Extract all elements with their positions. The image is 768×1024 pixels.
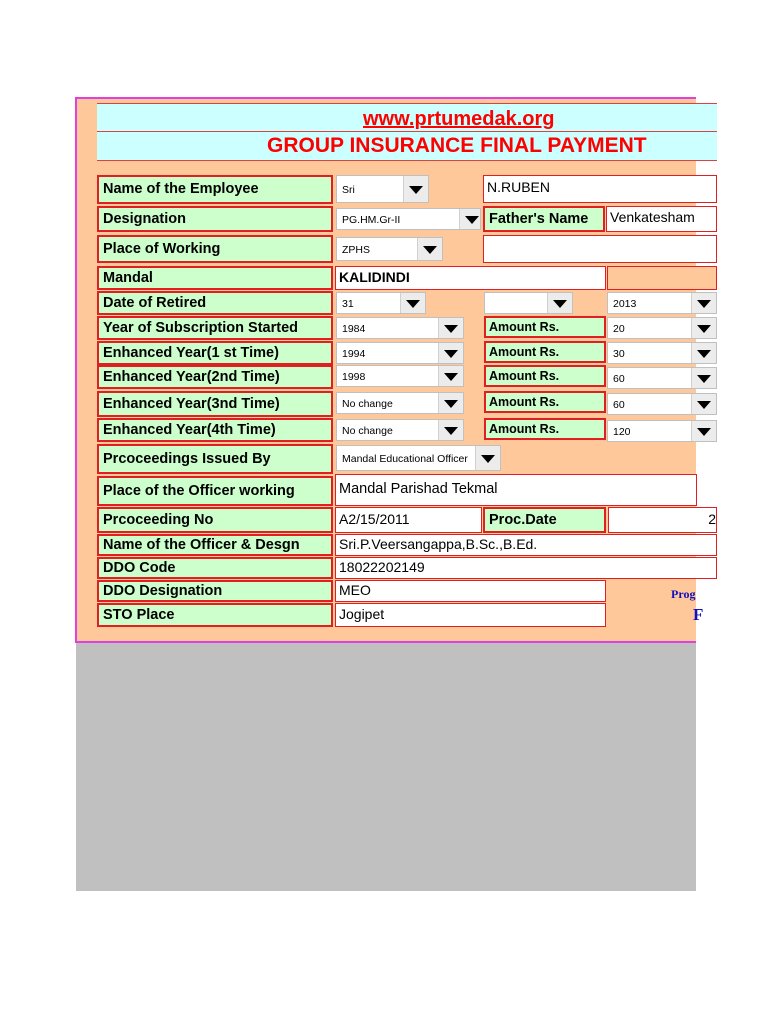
place-extra-field[interactable]: [483, 235, 717, 263]
enhanced-2-amount-dropdown[interactable]: 60: [607, 367, 717, 389]
enhanced-2-year-dropdown[interactable]: 1998: [336, 365, 464, 387]
chevron-down-icon: [475, 446, 500, 470]
label-amount-subscription: Amount Rs.: [484, 316, 606, 338]
subscription-amount-dropdown[interactable]: 20: [607, 317, 717, 339]
label-enhanced-1: Enhanced Year(1 st Time): [97, 341, 333, 365]
label-sto-place: STO Place: [97, 603, 333, 627]
label-officer-name: Name of the Officer & Desgn: [97, 534, 333, 556]
label-designation: Designation: [97, 206, 333, 232]
page-title: GROUP INSURANCE FINAL PAYMENT: [267, 134, 647, 157]
chevron-down-icon: [438, 318, 463, 338]
empty-sheet-area: [76, 643, 696, 891]
mandal-side-cell: [607, 266, 717, 290]
ddo-code-field[interactable]: 18022202149: [335, 557, 717, 579]
mandal-field[interactable]: KALIDINDI: [335, 266, 606, 290]
chevron-down-icon: [547, 293, 572, 313]
chevron-down-icon: [438, 366, 463, 386]
chevron-down-icon: [438, 420, 463, 440]
chevron-down-icon: [400, 293, 425, 313]
retired-day-dropdown[interactable]: 31: [336, 292, 426, 314]
enhanced-4-year-dropdown[interactable]: No change: [336, 419, 464, 441]
label-proc-date: Proc.Date: [483, 507, 606, 533]
label-officer-place: Place of the Officer working: [97, 476, 333, 506]
label-place-of-working: Place of Working: [97, 235, 333, 263]
chevron-down-icon: [403, 176, 428, 202]
employee-name-field[interactable]: N.RUBEN: [483, 175, 717, 203]
proc-date-field[interactable]: 2: [608, 507, 717, 533]
label-enhanced-3: Enhanced Year(3nd Time): [97, 391, 333, 417]
retired-month-dropdown[interactable]: [484, 292, 573, 314]
ddo-designation-field[interactable]: MEO: [335, 580, 606, 602]
label-employee-name: Name of the Employee: [97, 175, 333, 204]
officer-place-field[interactable]: Mandal Parishad Tekmal: [335, 474, 697, 506]
label-fathers-name: Father's Name: [483, 206, 605, 232]
issued-by-dropdown[interactable]: Mandal Educational Officer: [336, 445, 501, 471]
label-amount-enhanced-2: Amount Rs.: [484, 365, 606, 387]
chevron-down-icon: [691, 421, 716, 441]
enhanced-3-year-dropdown[interactable]: No change: [336, 392, 464, 414]
form-sheet: [75, 97, 716, 643]
label-mandal: Mandal: [97, 266, 333, 290]
subscription-year-dropdown[interactable]: 1984: [336, 317, 464, 339]
website-link[interactable]: www.prtumedak.org: [363, 108, 555, 130]
officer-name-field[interactable]: Sri.P.Veersangappa,B.Sc.,B.Ed.: [335, 534, 717, 556]
enhanced-3-amount-dropdown[interactable]: 60: [607, 393, 717, 415]
label-proceedings-issued-by: Prcoceedings Issued By: [97, 444, 333, 474]
label-date-of-retired: Date of Retired: [97, 291, 333, 315]
title-prefix-dropdown[interactable]: Sri: [336, 175, 429, 203]
retired-year-dropdown[interactable]: 2013: [607, 292, 717, 314]
label-enhanced-4: Enhanced Year(4th Time): [97, 418, 333, 442]
label-amount-enhanced-3: Amount Rs.: [484, 391, 606, 413]
enhanced-4-amount-dropdown[interactable]: 120: [607, 420, 717, 442]
chevron-down-icon: [438, 343, 463, 363]
chevron-down-icon: [691, 343, 716, 363]
label-amount-enhanced-4: Amount Rs.: [484, 418, 606, 440]
enhanced-1-amount-dropdown[interactable]: 30: [607, 342, 717, 364]
chevron-down-icon: [438, 393, 463, 413]
program-text-large: F: [693, 605, 704, 624]
chevron-down-icon: [691, 293, 716, 313]
label-amount-enhanced-1: Amount Rs.: [484, 341, 606, 363]
label-subscription-year: Year of Subscription Started: [97, 316, 333, 340]
program-text: Prog: [671, 587, 696, 601]
chevron-down-icon: [417, 238, 442, 260]
designation-dropdown[interactable]: PG.HM.Gr-II: [336, 208, 481, 230]
chevron-down-icon: [691, 318, 716, 338]
title-banner: [97, 131, 717, 161]
fathers-name-field[interactable]: Venkatesham: [606, 206, 717, 232]
proceeding-no-field[interactable]: A2/15/2011: [335, 507, 482, 533]
sto-place-field[interactable]: Jogipet: [335, 603, 606, 627]
label-ddo-designation: DDO Designation: [97, 580, 333, 602]
chevron-down-icon: [691, 368, 716, 388]
label-ddo-code: DDO Code: [97, 557, 333, 579]
label-enhanced-2: Enhanced Year(2nd Time): [97, 365, 333, 389]
label-proceeding-no: Prcoceeding No: [97, 507, 333, 533]
chevron-down-icon: [459, 209, 480, 229]
enhanced-1-year-dropdown[interactable]: 1994: [336, 342, 464, 364]
place-of-working-dropdown[interactable]: ZPHS: [336, 237, 443, 261]
chevron-down-icon: [691, 394, 716, 414]
